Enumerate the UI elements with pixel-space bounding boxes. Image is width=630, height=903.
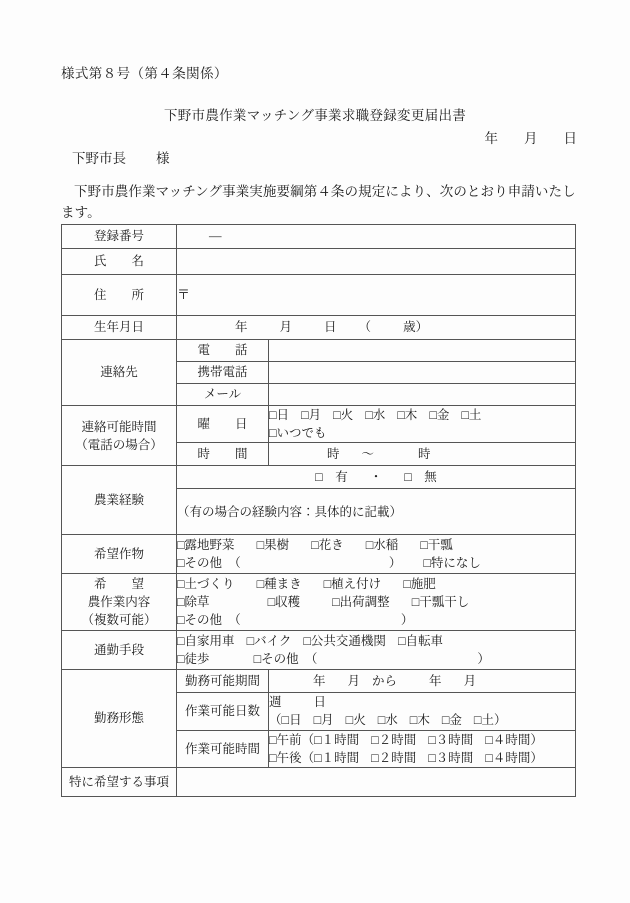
label-address: 住 所 (62, 275, 177, 316)
checkbox-weekday-fri[interactable]: □金 (429, 408, 450, 422)
label-contactable-weekday: 曜 日 (177, 406, 269, 443)
checkbox-crop-none[interactable]: □特になし (423, 556, 481, 571)
checkbox-commute-own-car[interactable]: □自家用車 (177, 634, 235, 649)
value-name[interactable] (177, 249, 576, 275)
checkbox-weekday-sat[interactable]: □土 (461, 408, 482, 422)
table-row-work-period (62, 670, 576, 693)
label-desired-work (62, 574, 177, 631)
checkbox-am-3hour[interactable]: □３時間 (428, 732, 474, 747)
registration-form-table (61, 224, 576, 797)
work-hours-pm-close-paren: ） (530, 750, 543, 765)
label-contact-mail: メール (177, 384, 269, 406)
label-commute: 通勤手段 (62, 631, 177, 670)
work-days-week-prefix: 週 (269, 695, 282, 710)
date-day: 日 (563, 131, 577, 146)
table-row-name (62, 249, 576, 275)
checkbox-experience-no[interactable]: □ 無 (404, 470, 437, 485)
work-period-to-year: 年 (429, 674, 442, 689)
table-row-desired-work (62, 574, 576, 631)
contactable-hours-to-unit: 時 (418, 447, 431, 462)
checkbox-weekday-sun[interactable]: □日 (269, 408, 290, 422)
label-work-period: 勤務可能期間 (177, 670, 269, 693)
work-period-from-month: 月 (347, 674, 361, 689)
label-contact-mobile: 携帯電話 (177, 362, 269, 384)
value-contact-mobile[interactable] (269, 362, 576, 384)
birthdate-day: 日 (324, 320, 337, 335)
checkbox-work-weeding[interactable]: □除草 (177, 595, 210, 610)
table-row-contact-phone (62, 340, 576, 362)
value-special-requests[interactable] (177, 767, 576, 796)
work-days-week-unit: 日 (313, 695, 327, 710)
checkbox-work-fertilizing[interactable]: □施肥 (403, 577, 436, 592)
checkbox-workday-mon[interactable]: □月 (313, 713, 334, 728)
table-row-contactable-weekday (62, 406, 576, 443)
work-period-to-month: 月 (463, 674, 477, 689)
checkbox-workday-thu[interactable]: □木 (409, 713, 430, 728)
experience-separator: ・ (369, 470, 383, 485)
label-desired-crops: 希望作物 (62, 535, 177, 574)
label-work-hours: 作業可能時間 (177, 730, 269, 767)
value-contactable-weekday[interactable] (269, 406, 576, 443)
checkbox-commute-other[interactable]: □その他 （ (253, 652, 318, 667)
checkbox-am-4hour[interactable]: □４時間 (485, 732, 531, 747)
checkbox-weekday-thu[interactable]: □木 (397, 408, 418, 422)
label-contactable-hours: 時 間 (177, 443, 269, 466)
checkbox-commute-public-transit[interactable]: □公共交通機関 (303, 634, 386, 649)
checkbox-crop-rice[interactable]: □水稲 (365, 538, 399, 553)
work-period-from-year: 年 (313, 674, 326, 689)
label-desired-work-line3: （複数可能） (81, 613, 157, 628)
label-registration-number: 登録番号 (62, 225, 177, 249)
checkbox-work-soil-preparation[interactable]: □土づくり (177, 577, 235, 592)
checkbox-crop-flowers[interactable]: □花き (311, 538, 344, 553)
work-other-close-paren: ） (400, 613, 414, 628)
label-work-days: 作業可能日数 (177, 693, 269, 730)
value-commute[interactable] (177, 631, 576, 670)
checkbox-crop-fruit-trees[interactable]: □果樹 (256, 538, 290, 553)
label-contact: 連絡先 (62, 340, 177, 406)
date-line (485, 127, 578, 147)
label-contactable-time-line1: 連絡可能時間 (81, 419, 157, 434)
checkbox-work-hours-am[interactable]: □午前 (269, 732, 302, 747)
label-farming-experience: 農業経験 (62, 466, 177, 535)
checkbox-workday-wed[interactable]: □水 (377, 713, 398, 728)
registration-number-text: ― (209, 229, 222, 244)
label-desired-work-line2: 農作業内容 (87, 595, 151, 610)
table-row-special-requests (62, 767, 576, 796)
contactable-hours-from-unit: 時 (327, 447, 340, 462)
label-desired-work-line1: 希 望 (93, 577, 144, 592)
label-work-style: 勤務形態 (62, 670, 177, 768)
label-special-requests: 特に希望する事項 (62, 767, 177, 796)
work-days-open-paren: （ (269, 713, 282, 728)
commute-other-close-paren: ） (477, 652, 490, 667)
form-number: 様式第８号（第４条関係） (61, 66, 228, 81)
document-title: 下野市農作業マッチング事業求職登録変更届出書 (163, 108, 467, 123)
value-work-days[interactable] (269, 693, 576, 730)
checkbox-weekday-mon[interactable]: □月 (301, 408, 322, 422)
value-contactable-hours[interactable] (269, 443, 576, 466)
birthdate-year: 年 (235, 320, 248, 335)
value-address[interactable] (177, 275, 576, 316)
checkbox-work-kanpyo-drying[interactable]: □干瓢干し (411, 595, 470, 610)
checkbox-work-planting[interactable]: □植え付け (323, 577, 382, 592)
checkbox-pm-1hour[interactable]: □１時間 (314, 750, 360, 765)
age-open-paren: （ (358, 320, 372, 335)
checkbox-workday-sat[interactable]: □土 (473, 713, 494, 728)
value-contact-mail[interactable] (269, 384, 576, 406)
table-row-desired-crops (62, 535, 576, 574)
value-farming-experience-detail[interactable] (177, 489, 576, 535)
work-hours-am-open-paren: （ (301, 732, 315, 747)
checkbox-crop-other[interactable]: □その他 （ (177, 556, 241, 571)
checkbox-weekday-tue[interactable]: □火 (333, 408, 354, 422)
value-contact-phone[interactable] (269, 340, 576, 362)
label-birthdate: 生年月日 (62, 316, 177, 340)
checkbox-pm-2hour[interactable]: □２時間 (371, 750, 417, 765)
intro-paragraph: 下野市農作業マッチング事業実施要綱第４条の規定により、次のとおり申請いたします。 (61, 184, 576, 220)
table-row-address (62, 275, 576, 316)
value-desired-work[interactable] (177, 574, 576, 631)
checkbox-weekday-wed[interactable]: □水 (365, 408, 386, 422)
checkbox-workday-fri[interactable]: □金 (441, 713, 462, 728)
label-contactable-time (62, 406, 177, 466)
value-work-hours[interactable] (269, 730, 576, 767)
age-unit: 歳） (403, 320, 429, 335)
value-desired-crops[interactable] (177, 535, 576, 574)
work-days-close-paren: ） (493, 713, 507, 728)
work-hours-am-close-paren: ） (530, 732, 543, 747)
checkbox-work-sowing[interactable]: □種まき (256, 577, 302, 592)
checkbox-workday-tue[interactable]: □火 (345, 713, 366, 728)
birthdate-month: 月 (279, 320, 293, 335)
addressee-honorific: 様 (156, 151, 170, 166)
value-birthdate[interactable] (177, 316, 576, 340)
checkbox-work-shipping-adjustment[interactable]: □出荷調整 (332, 595, 390, 610)
checkbox-am-2hour[interactable]: □２時間 (371, 732, 417, 747)
addressee-line (72, 147, 170, 167)
postal-mark-icon: 〒 (177, 286, 191, 302)
work-hours-pm-open-paren: （ (301, 750, 315, 765)
label-contact-phone: 電 話 (177, 340, 269, 362)
checkbox-commute-walk[interactable]: □徒歩 (177, 652, 210, 667)
label-contactable-time-line2: （電話の場合） (75, 437, 163, 452)
checkbox-commute-motorbike[interactable]: □バイク (246, 634, 292, 649)
table-row-registration-number (62, 225, 576, 249)
experience-detail-prompt: （有の場合の経験内容：具体的に記載） (177, 504, 403, 519)
value-work-period[interactable] (269, 670, 576, 693)
checkbox-workday-sun[interactable]: □日 (281, 713, 302, 728)
checkbox-experience-yes[interactable]: □ 有 (315, 470, 348, 485)
addressee-name: 下野市長 (72, 151, 126, 166)
contactable-hours-tilde: ～ (361, 447, 375, 462)
date-year: 年 (484, 131, 498, 146)
checkbox-crop-open-field-vegetables[interactable]: □露地野菜 (177, 538, 235, 553)
value-registration-number[interactable] (177, 225, 576, 249)
checkbox-commute-bicycle[interactable]: □自転車 (397, 634, 443, 649)
value-farming-experience-yesno[interactable] (177, 466, 576, 489)
checkbox-work-other[interactable]: □その他 （ (177, 613, 241, 628)
checkbox-work-harvesting[interactable]: □収穫 (267, 595, 301, 610)
checkbox-pm-3hour[interactable]: □３時間 (428, 750, 474, 765)
label-name: 氏 名 (62, 249, 177, 275)
checkbox-am-1hour[interactable]: □１時間 (314, 732, 360, 747)
checkbox-work-hours-pm[interactable]: □午後 (269, 750, 302, 765)
checkbox-crop-kanpyo[interactable]: □干瓢 (420, 538, 453, 553)
checkbox-pm-4hour[interactable]: □４時間 (485, 750, 531, 765)
checkbox-weekday-anytime[interactable]: □いつでも (269, 426, 327, 441)
work-period-kara: から (372, 674, 398, 689)
crop-other-close-paren: ） (388, 556, 402, 571)
table-row-commute (62, 631, 576, 670)
table-row-birthdate (62, 316, 576, 340)
date-month: 月 (524, 131, 538, 146)
table-row-farming-experience-yesno (62, 466, 576, 489)
